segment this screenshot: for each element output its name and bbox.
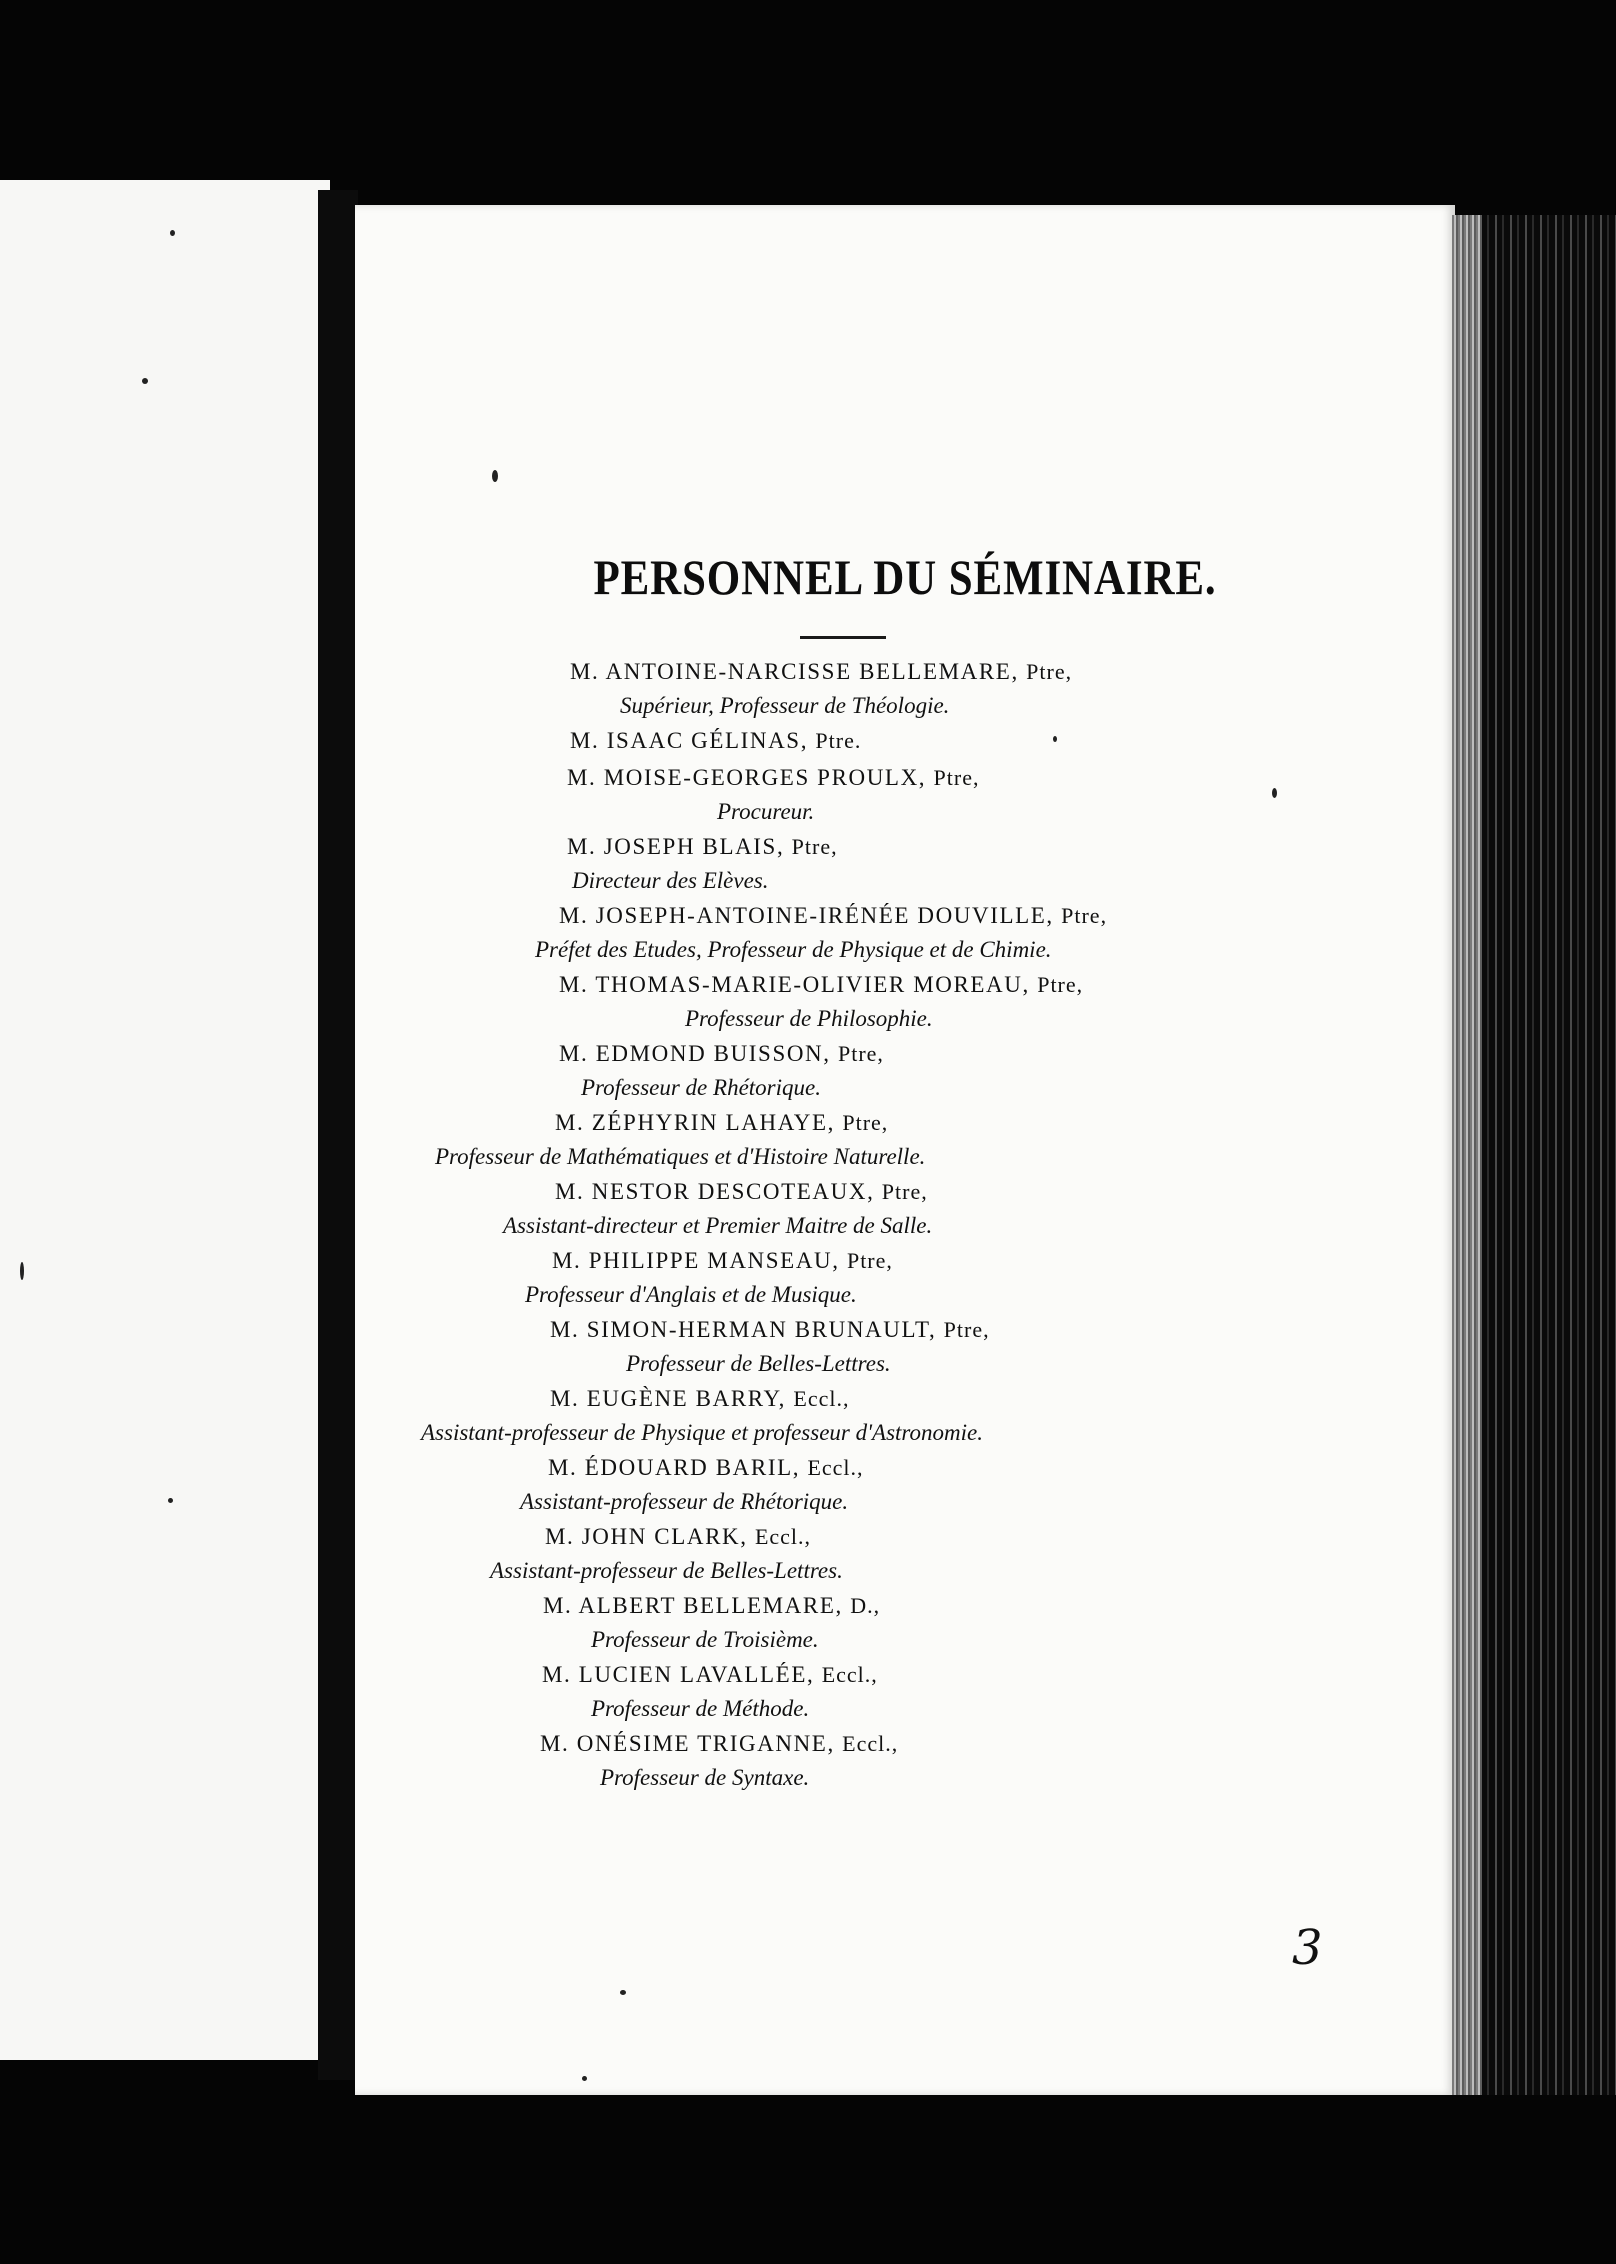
staff-title-suffix: Ptre,	[943, 1317, 990, 1342]
staff-entry	[355, 1656, 1455, 1725]
staff-name: M. JOHN CLARK, Eccl.,	[545, 1524, 812, 1549]
staff-entry	[355, 1035, 1455, 1104]
staff-name: M. JOSEPH-ANTOINE-IRÉNÉE DOUVILLE, Ptre,	[559, 903, 1108, 928]
staff-name: M. ZÉPHYRIN LAHAYE, Ptre,	[555, 1110, 889, 1135]
staff-title-suffix: Ptre,	[791, 834, 838, 859]
staff-entry	[355, 1311, 1455, 1380]
staff-title-suffix: Ptre,	[1061, 903, 1108, 928]
staff-title-suffix: Eccl.,	[793, 1386, 850, 1411]
staff-role: Assistant-professeur de Belles-Lettres.	[490, 1558, 843, 1583]
staff-entry	[355, 1242, 1455, 1311]
staff-title-suffix: Eccl.,	[842, 1731, 899, 1756]
staff-name: M. ISAAC GÉLINAS, Ptre.	[570, 728, 862, 753]
staff-name: M. EDMOND BUISSON, Ptre,	[559, 1041, 884, 1066]
speck	[20, 1262, 24, 1280]
staff-title-suffix: Eccl.,	[807, 1455, 864, 1480]
staff-role: Professeur de Rhétorique.	[581, 1075, 821, 1100]
staff-role: Professeur de Belles-Lettres.	[626, 1351, 891, 1376]
page-heading: PERSONNEL DU SÉMINAIRE.	[593, 549, 1217, 605]
staff-name: M. MOISE-GEORGES PROULX, Ptre,	[567, 765, 980, 790]
staff-name: M. PHILIPPE MANSEAU, Ptre,	[552, 1248, 893, 1273]
staff-entry	[355, 759, 1455, 828]
staff-title-suffix: Ptre,	[846, 1248, 893, 1273]
staff-role: Professeur de Syntaxe.	[600, 1765, 810, 1790]
speck	[142, 378, 148, 384]
staff-name: M. SIMON-HERMAN BRUNAULT, Ptre,	[550, 1317, 990, 1342]
staff-role: Assistant-professeur de Physique et professeur d'Astronomie.	[421, 1420, 983, 1445]
staff-entry	[355, 897, 1455, 966]
speck	[492, 470, 498, 482]
facing-page	[0, 180, 330, 2060]
staff-entry	[355, 1725, 1455, 1794]
staff-entry	[355, 1173, 1455, 1242]
staff-entry	[355, 1104, 1455, 1173]
staff-entry	[355, 1449, 1455, 1518]
staff-name: M. JOSEPH BLAIS, Ptre,	[567, 834, 838, 859]
staff-title-suffix: Ptre,	[881, 1179, 928, 1204]
speck	[620, 1990, 626, 1995]
staff-title-suffix: Ptre,	[1037, 972, 1084, 997]
staff-name: M. ALBERT BELLEMARE, D.,	[543, 1593, 881, 1618]
staff-entry	[355, 966, 1455, 1035]
staff-title-suffix: Ptre,	[933, 765, 980, 790]
staff-list	[355, 653, 1455, 1794]
staff-entry	[355, 722, 1455, 759]
staff-name: M. ÉDOUARD BARIL, Eccl.,	[548, 1455, 864, 1480]
staff-name: M. NESTOR DESCOTEAUX, Ptre,	[555, 1179, 928, 1204]
staff-role: Préfet des Etudes, Professeur de Physique et de Chimie.	[535, 937, 1052, 962]
speck	[168, 1498, 173, 1503]
heading-rule	[800, 636, 886, 639]
staff-role: Supérieur, Professeur de Théologie.	[620, 693, 950, 718]
staff-name: M. ANTOINE-NARCISSE BELLEMARE, Ptre,	[570, 659, 1073, 684]
speck	[582, 2076, 587, 2081]
staff-role: Professeur de Philosophie.	[685, 1006, 933, 1031]
staff-role: Professeur de Troisième.	[591, 1627, 819, 1652]
staff-name: M. THOMAS-MARIE-OLIVIER MOREAU, Ptre,	[559, 972, 1084, 997]
staff-entry	[355, 1587, 1455, 1656]
staff-role: Professeur de Méthode.	[591, 1696, 810, 1721]
staff-role: Directeur des Elèves.	[572, 868, 769, 893]
staff-role: Assistant-directeur et Premier Maitre de Salle.	[503, 1213, 933, 1238]
staff-name: M. EUGÈNE BARRY, Eccl.,	[550, 1386, 850, 1411]
staff-name: M. ONÉSIME TRIGANNE, Eccl.,	[540, 1731, 899, 1756]
staff-role: Assistant-professeur de Rhétorique.	[520, 1489, 849, 1514]
staff-title-suffix: Eccl.,	[821, 1662, 878, 1687]
staff-entry	[355, 1518, 1455, 1587]
staff-title-suffix: Ptre,	[842, 1110, 889, 1135]
staff-entry	[355, 828, 1455, 897]
staff-title-suffix: D.,	[850, 1593, 881, 1618]
speck	[170, 230, 175, 236]
staff-entry	[355, 653, 1455, 722]
staff-name: M. LUCIEN LAVALLÉE, Eccl.,	[542, 1662, 878, 1687]
staff-entry	[355, 1380, 1455, 1449]
staff-title-suffix: Ptre.	[815, 728, 862, 753]
staff-role: Procureur.	[717, 799, 815, 824]
staff-title-suffix: Eccl.,	[754, 1524, 812, 1549]
staff-title-suffix: Ptre,	[837, 1041, 884, 1066]
book-gutter	[318, 190, 358, 2080]
staff-role: Professeur d'Anglais et de Musique.	[525, 1282, 857, 1307]
staff-role: Professeur de Mathématiques et d'Histoire Naturelle.	[435, 1144, 926, 1169]
page-number-mark: 3	[1292, 1920, 1323, 1976]
staff-title-suffix: Ptre,	[1026, 659, 1073, 684]
